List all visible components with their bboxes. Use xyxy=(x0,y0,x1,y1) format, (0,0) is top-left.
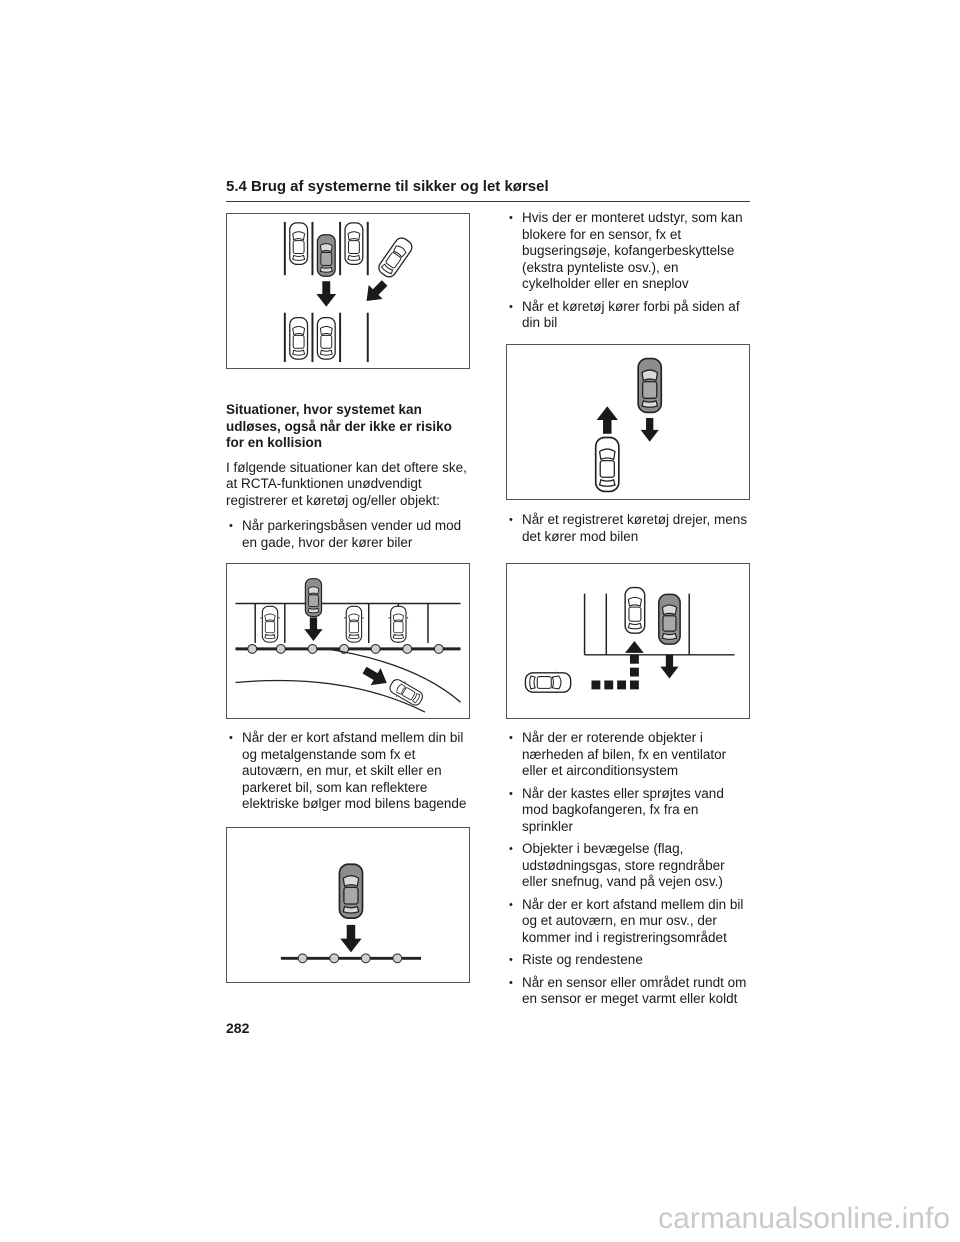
intro-paragraph: I følgende situationer kan det oftere ske, at RCTA-funktionen unødvendigt registrerer et køretøj og/eller objekt: xyxy=(226,459,467,508)
list-item: • Når en sensor eller området rundt om en sensor er meget varmt eller koldt xyxy=(506,975,750,1008)
watermark: carmanualsonline.info xyxy=(658,1202,950,1235)
list-item: • Når der er kort afstand mellem din bil og et autoværn, en mur osv., der kommer ind i registreringsområdet xyxy=(506,897,750,947)
list-item: • Riste og rendestene xyxy=(506,952,750,969)
list-item: • Hvis der er monteret udstyr, som kan blokere for en sensor, fx et bugseringsøje, kofangerbeskyttelse (ekstra pynteliste osv.), en cykelholder eller en sneplov xyxy=(506,210,750,293)
figure-turning-vehicle xyxy=(506,563,750,719)
list-item: • Når der er kort afstand mellem din bil og metalgenstande som fx et autoværn, en mur, et skilt eller en parkeret bil, som kan reflektere elektriske bølger mod bilens bagende xyxy=(226,730,470,813)
list-item: • Når et køretøj kører forbi på siden af din bil xyxy=(506,299,750,332)
figure-barrier xyxy=(226,827,470,983)
figure-passing-vehicle xyxy=(506,344,750,500)
list-item: • Når der kastes eller sprøjtes vand mod bagkofangeren, fx fra en sprinkler xyxy=(506,786,750,836)
list-item: • Når et registreret køretøj drejer, mens det kører mod bilen xyxy=(506,512,750,545)
figure-parking-diagonal xyxy=(226,213,470,369)
list-item: • Når parkeringsbåsen vender ud mod en gade, hvor der kører biler xyxy=(226,518,470,551)
list-item: • Objekter i bevægelse (flag, udstødningsgas, store regndråber eller snefnug, vand på vejen osv.) xyxy=(506,841,750,891)
section-header: 5.4 Brug af systemerne til sikker og let kørsel xyxy=(226,178,750,202)
section-heading: Situationer, hvor systemet kan udløses, også når der ikke er risiko for en kollision xyxy=(226,402,452,450)
figure-parking-street xyxy=(226,563,470,719)
page-number: 282 xyxy=(226,1020,250,1036)
list-item: • Når der er roterende objekter i nærheden af bilen, fx en ventilator eller et airconditionsystem xyxy=(506,730,750,780)
